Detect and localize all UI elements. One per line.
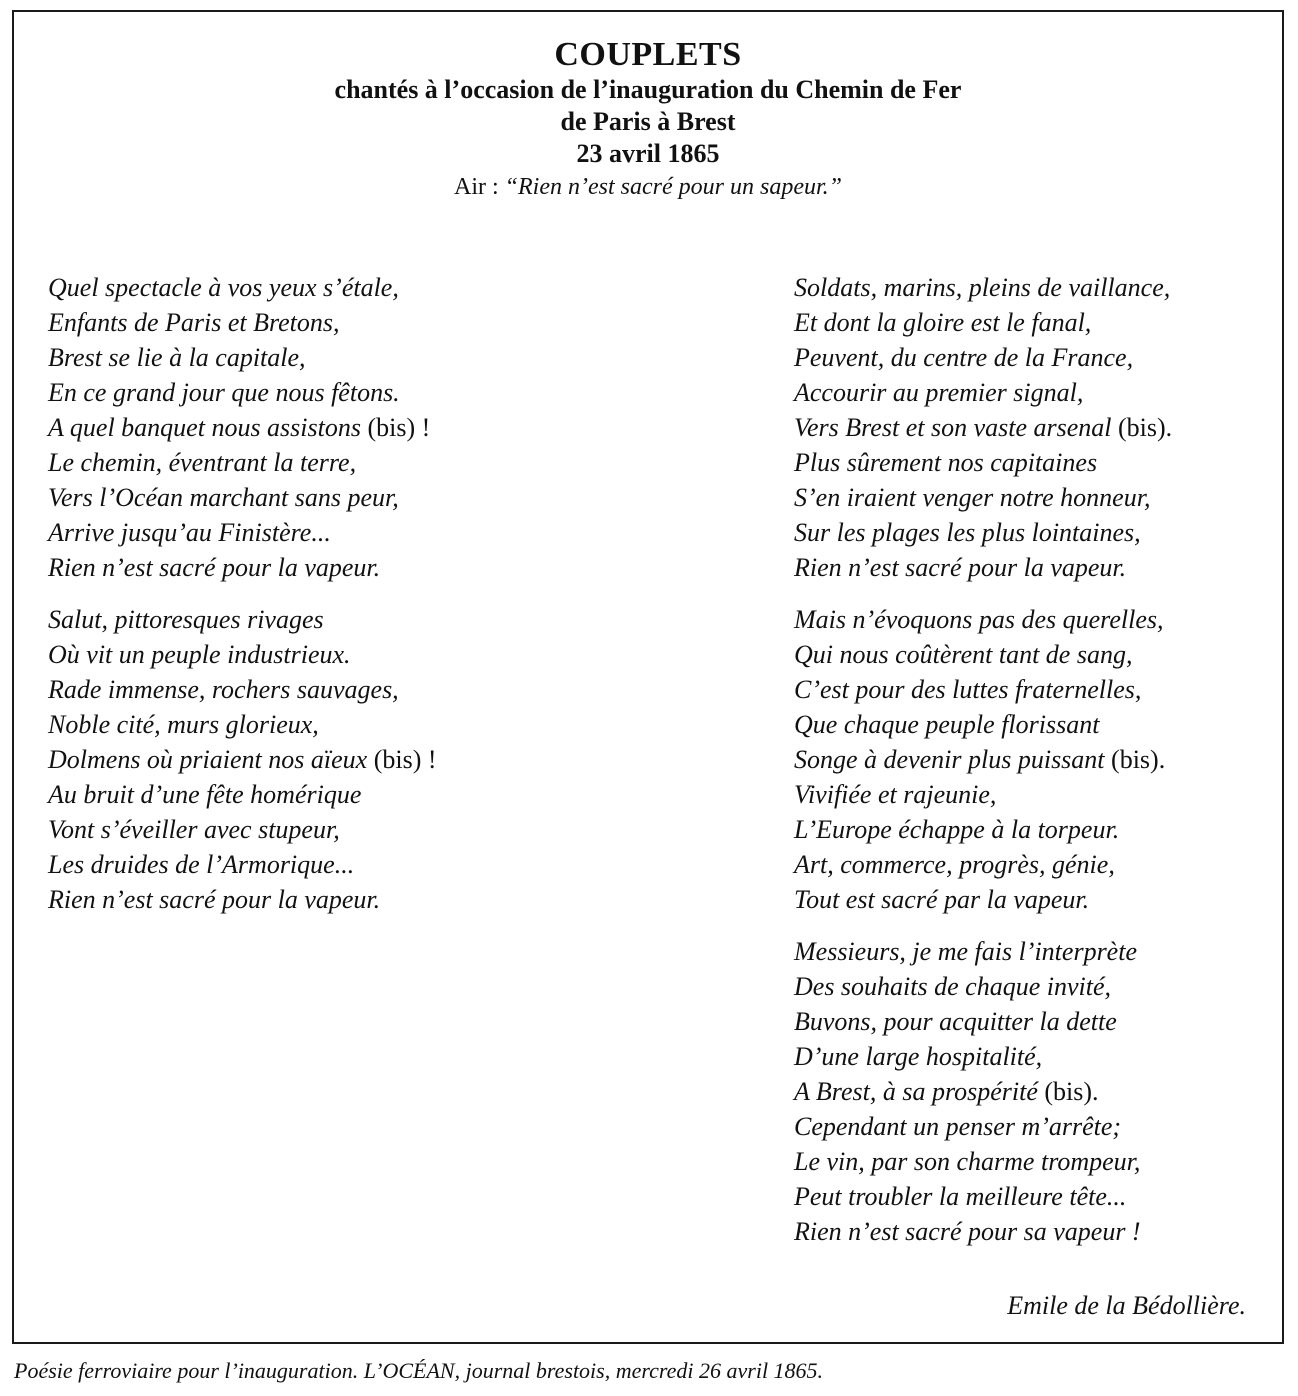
verse-line: Vers Brest et son vaste arsenal (bis). (794, 413, 1173, 442)
verse-line: Rade immense, rochers sauvages, (48, 675, 399, 704)
verse-line: Dolmens où priaient nos aïeux (bis) ! (48, 745, 437, 774)
verse-line: Mais n’évoquons pas des querelles, (794, 605, 1164, 634)
verse-line: Noble cité, murs glorieux, (48, 710, 319, 739)
verse-line: Enfants de Paris et Bretons, (48, 308, 340, 337)
verse-line: Salut, pittoresques rivages (48, 605, 324, 634)
poem-header (14, 36, 1282, 204)
verse-line: Art, commerce, progrès, génie, (794, 850, 1115, 879)
source-caption: Poésie ferroviaire pour l’inauguration. L’OCÉAN, journal brestois, mercredi 26 avril 1865. (14, 1358, 824, 1383)
poem-subtitle-line-1: chantés à l’occasion de l’inauguration du Chemin de Fer (334, 75, 962, 104)
stanza-5 (794, 934, 1172, 1249)
bis-marker: (bis). (1104, 745, 1166, 774)
verse-line: Où vit un peuple industrieux. (48, 640, 351, 669)
verse-line: Songe à devenir plus puissant (bis). (794, 745, 1166, 774)
stanza-4 (794, 602, 1172, 917)
verse-line: Brest se lie à la capitale, (48, 343, 306, 372)
right-column (794, 270, 1172, 1266)
verse-line: D’une large hospitalité, (794, 1042, 1043, 1071)
verse-line: Qui nous coûtèrent tant de sang, (794, 640, 1133, 669)
verse-line: Rien n’est sacré pour sa vapeur ! (794, 1217, 1141, 1246)
verse-line: Les druides de l’Armorique... (48, 850, 355, 879)
bis-marker: (bis). (1037, 1077, 1099, 1106)
poem-subtitle-line-2: de Paris à Brest (560, 107, 736, 136)
left-column (48, 270, 437, 934)
verse-line: Arrive jusqu’au Finistère... (48, 518, 331, 547)
air-label: Air : (454, 174, 499, 200)
verse-line: En ce grand jour que nous fêtons. (48, 378, 400, 407)
verse-line: Quel spectacle à vos yeux s’étale, (48, 273, 399, 302)
verse-line: S’en iraient venger notre honneur, (794, 483, 1151, 512)
stanza-1 (48, 270, 437, 585)
verse-line: Peut troubler la meilleure tête... (794, 1182, 1127, 1211)
verse-line: Rien n’est sacré pour la vapeur. (48, 553, 381, 582)
verse-line: Vont s’éveiller avec stupeur, (48, 815, 340, 844)
verse-line: Soldats, marins, pleins de vaillance, (794, 273, 1171, 302)
verse-line: C’est pour des luttes fraternelles, (794, 675, 1142, 704)
poem-title: COUPLETS (554, 36, 742, 73)
verse-line: Sur les plages les plus lointaines, (794, 518, 1141, 547)
verse-line: L’Europe échappe à la torpeur. (794, 815, 1120, 844)
stanza-3 (794, 270, 1172, 585)
verse-line: Le chemin, éventrant la terre, (48, 448, 357, 477)
verse-line: Rien n’est sacré pour la vapeur. (794, 553, 1127, 582)
poem-frame (12, 10, 1284, 1344)
verse-line: Que chaque peuple florissant (794, 710, 1100, 739)
verse-line: Au bruit d’une fête homérique (48, 780, 362, 809)
verse-line: A Brest, à sa prospérité (bis). (794, 1077, 1099, 1106)
verse-line: Des souhaits de chaque invité, (794, 972, 1111, 1001)
verse-line: A quel banquet nous assistons (bis) ! (48, 413, 431, 442)
bis-marker: (bis). (1111, 413, 1173, 442)
poem-air (14, 170, 1282, 204)
verse-line: Vivifiée et rajeunie, (794, 780, 997, 809)
stanza-2 (48, 602, 437, 917)
author-signature: Emile de la Bédollière. (1007, 1291, 1246, 1320)
air-tune: “Rien n’est sacré pour un sapeur.” (504, 174, 842, 200)
verse-line: Cependant un penser m’arrête; (794, 1112, 1122, 1141)
verse-line: Plus sûrement nos capitaines (794, 448, 1098, 477)
verse-line: Messieurs, je me fais l’interprète (794, 937, 1137, 966)
verse-line: Buvons, pour acquitter la dette (794, 1007, 1117, 1036)
bis-marker: (bis) ! (360, 413, 431, 442)
bis-marker: (bis) ! (367, 745, 437, 774)
verse-line: Tout est sacré par la vapeur. (794, 885, 1090, 914)
verse-line: Vers l’Océan marchant sans peur, (48, 483, 399, 512)
verse-line: Peuvent, du centre de la France, (794, 343, 1134, 372)
verse-line: Accourir au premier signal, (794, 378, 1084, 407)
verse-line: Et dont la gloire est le fanal, (794, 308, 1092, 337)
verse-line: Le vin, par son charme trompeur, (794, 1147, 1141, 1176)
poem-date: 23 avril 1865 (576, 139, 720, 168)
verse-line: Rien n’est sacré pour la vapeur. (48, 885, 381, 914)
